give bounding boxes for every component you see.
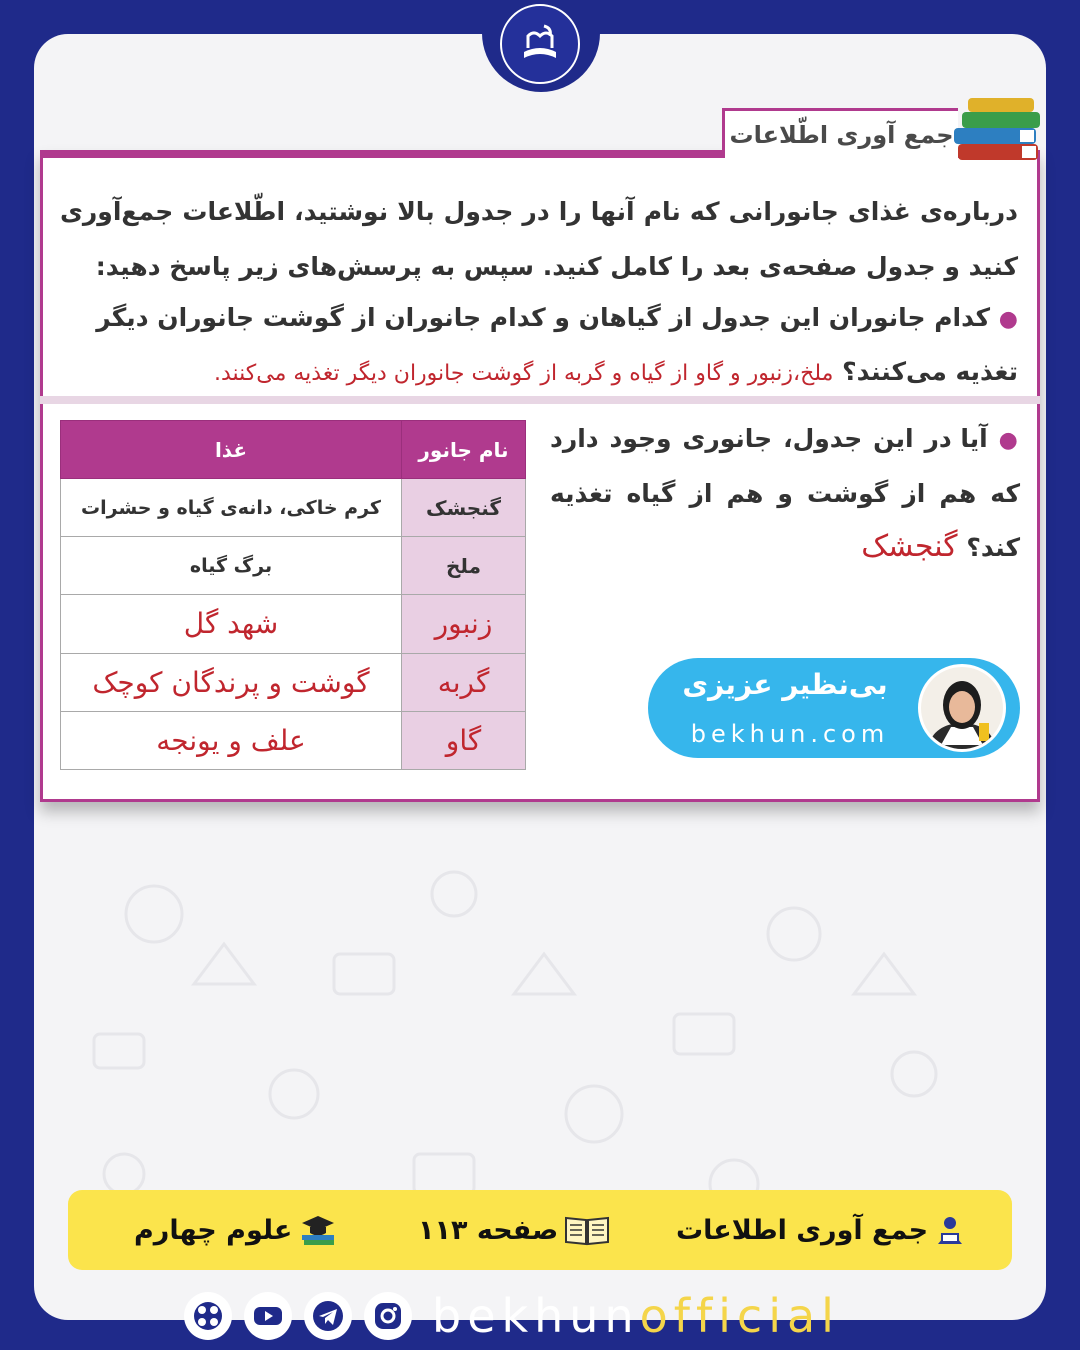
graduation-cap-icon [298, 1213, 338, 1247]
question-1-answer: ملخ،زنبور و گاو از گیاه و گربه از گوشت جانوران دیگر تغذیه می‌کنند. [213, 361, 834, 386]
bullet-icon: ● [998, 307, 1018, 332]
books-icon [950, 92, 1046, 168]
question-2-text: آیا در این جدول، جانوری وجود دارد که هم از گوشت و هم از گیاه تغذیه کند؟ [550, 424, 1020, 562]
brand-handle[interactable] [432, 1288, 840, 1344]
animal-cell: ملخ [402, 537, 526, 595]
food-cell: شهد گل [61, 595, 402, 653]
table-row [61, 537, 526, 595]
question-1-text: کدام جانوران این جدول از گیاهان و کدام جانوران از گوشت جانوران دیگر تغذیه می‌کنند؟ [96, 303, 1018, 386]
teacher-avatar [918, 664, 1006, 752]
animal-cell: گاو [402, 711, 526, 769]
bullet-icon: ● [998, 428, 1020, 453]
table-row [61, 479, 526, 537]
food-cell: گوشت و پرندگان کوچک [61, 653, 402, 711]
aparat-icon[interactable] [184, 1292, 232, 1340]
table-row [61, 595, 526, 653]
info-page [418, 1208, 610, 1252]
animal-cell: گنجشک [402, 479, 526, 537]
food-cell: برگ گیاه [61, 537, 402, 595]
youtube-icon[interactable] [244, 1292, 292, 1340]
section-divider [40, 396, 1040, 404]
info-subject [134, 1208, 338, 1252]
animal-cell: زنبور [402, 595, 526, 653]
table-row [61, 653, 526, 711]
animal-food-table [60, 420, 526, 770]
open-book-icon [564, 1214, 610, 1246]
social-icons [184, 1292, 412, 1342]
teacher-name: بی‌نظیر عزیزی [682, 668, 888, 701]
instagram-icon[interactable] [364, 1292, 412, 1340]
table-header-row [61, 421, 526, 479]
bekhun-logo-icon[interactable] [500, 4, 580, 84]
animal-cell: گربه [402, 653, 526, 711]
telegram-icon[interactable] [304, 1292, 352, 1340]
food-cell: علف و یونجه [61, 711, 402, 769]
teacher-site[interactable]: bekhun.com [690, 720, 890, 748]
question-1 [60, 292, 1018, 400]
brand-main: bekhun [432, 1289, 640, 1343]
header-food: غذا [61, 421, 402, 479]
question-2-answer: گنجشک [861, 529, 958, 564]
table-row [61, 711, 526, 769]
info-subject-label: علوم چهارم [134, 1214, 293, 1246]
brand-accent: official [639, 1289, 840, 1343]
info-topic [676, 1208, 966, 1252]
question-2 [550, 412, 1020, 574]
teacher-icon [934, 1214, 966, 1246]
header-animal: نام جانور [402, 421, 526, 479]
info-page-label: صفحه ۱۱۳ [418, 1214, 559, 1246]
section-title: جمع آوری اطّلاعات [722, 108, 958, 158]
info-topic-label: جمع آوری اطلاعات [676, 1214, 929, 1246]
food-cell: کرم خاکی، دانه‌ی گیاه و حشرات [61, 479, 402, 537]
intro-paragraph: درباره‌ی غذای جانورانی که نام آنها را در جدول بالا نوشتید، اطّلاعات جمع‌آوری کنید و جدول صفحه‌ی بعد را کامل کنید. سپس به پرسش‌های زیر پاسخ دهید: [60, 197, 1018, 281]
